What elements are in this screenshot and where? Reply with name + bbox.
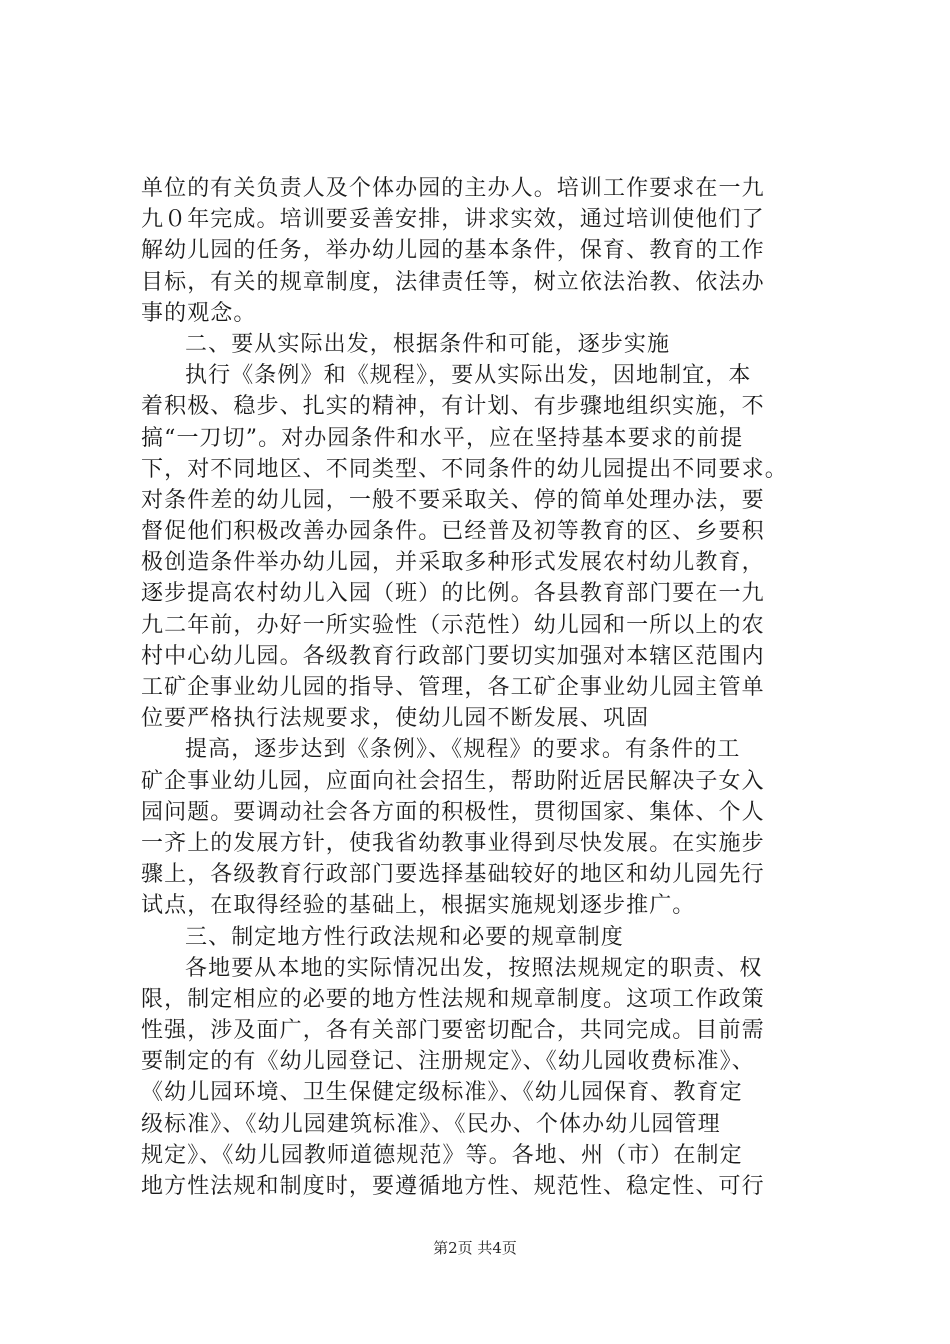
text-line: 工矿企事业幼儿园的指导、管理，各工矿企事业幼儿园主管单 — [141, 675, 765, 700]
text-line: 各地要从本地的实际情况出发，按照法规规定的职责、权 — [185, 955, 763, 981]
text-line: 一齐上的发展方针，使我省幼教事业得到尽快发展。在实施步 — [141, 830, 765, 856]
document-body — [141, 173, 831, 1202]
text-line: 矿企事业幼儿园，应面向社会招生，帮助附近居民解决子女入 — [141, 768, 765, 794]
text-line: 九０年完成。培训要妥善安排，讲求实效，通过培训使他们了 — [141, 207, 765, 233]
text-line: 二、要从实际出发，根据条件和可能，逐步实施 — [185, 331, 671, 357]
text-line: 极创造条件举办幼儿园，并采取多种形式发展农村幼儿教育， — [141, 550, 765, 576]
text-line: 事的观念。 — [141, 300, 257, 326]
text-line: 园问题。要调动社会各方面的积极性，贯彻国家、集体、个人 — [141, 799, 765, 825]
text-line: 目标，有关的规章制度，法律责任等，树立依法治教、依法办 — [141, 269, 765, 295]
text-line: 《幼儿园环境、卫生保健定级标准》、《幼儿园保育、教育定 — [141, 1080, 743, 1106]
text-line: 执行《条例》和《规程》，要从实际出发，因地制宜，本 — [185, 363, 752, 389]
text-line: 下，对不同地区、不同类型、不同条件的幼儿园提出不同要求。 — [141, 456, 788, 482]
text-line: 九二年前，办好一所实验性（示范性）幼儿园和一所以上的农 — [141, 612, 765, 638]
text-line: 限，制定相应的必要的地方性法规和规章制度。这项工作政策 — [141, 986, 765, 1012]
text-line: 规定》、《幼儿园教师道德规范》等。各地、州（市）在制定 — [141, 1142, 743, 1168]
text-line: 试点，在取得经验的基础上，根据实施规划逐步推广。 — [141, 893, 696, 919]
text-line: 着积极、稳步、扎实的精神，有计划、有步骤地组织实施，不 — [141, 394, 765, 420]
text-line: 骤上，各级教育行政部门要选择基础较好的地区和幼儿园先行 — [141, 862, 765, 888]
text-line: 要制定的有《幼儿园登记、注册规定》、《幼儿园收费标准》、 — [141, 1049, 755, 1075]
text-line: 性强，涉及面广，各有关部门要密切配合，共同完成。目前需 — [141, 1018, 765, 1044]
text-line: 三、制定地方性行政法规和必要的规章制度 — [185, 924, 624, 950]
text-line: 地方性法规和制度时，要遵循地方性、规范性、稳定性、可行 — [141, 1174, 765, 1199]
text-line: 对条件差的幼儿园，一般不要采取关、停的简单处理办法，要 — [141, 487, 765, 513]
text-line: 级标准》、《幼儿园建筑标准》、《民办、个体办幼儿园管理 — [141, 1111, 721, 1137]
text-line: 解幼儿园的任务，举办幼儿园的基本条件，保育、教育的工作 — [141, 238, 765, 264]
text-line: 逐步提高农村幼儿入园（班）的比例。各县教育部门要在一九 — [141, 581, 765, 607]
text-line: 位要严格执行法规要求，使幼儿园不断发展、巩固 — [141, 706, 650, 732]
text-line: 提高，逐步达到《条例》、《规程》的要求。有条件的工 — [185, 737, 741, 763]
text-line: 督促他们积极改善办园条件。已经普及初等教育的区、乡要积 — [141, 519, 765, 545]
text-line: 搞“一刀切”。对办园条件和水平，应在坚持基本要求的前提 — [141, 425, 744, 451]
text-line: 单位的有关负责人及个体办园的主办人。培训工作要求在一九 — [141, 176, 765, 201]
text-line: 村中心幼儿园。各级教育行政部门要切实加强对本辖区范围内 — [141, 643, 765, 669]
page-footer: 第2页 共4页 — [433, 1239, 517, 1257]
